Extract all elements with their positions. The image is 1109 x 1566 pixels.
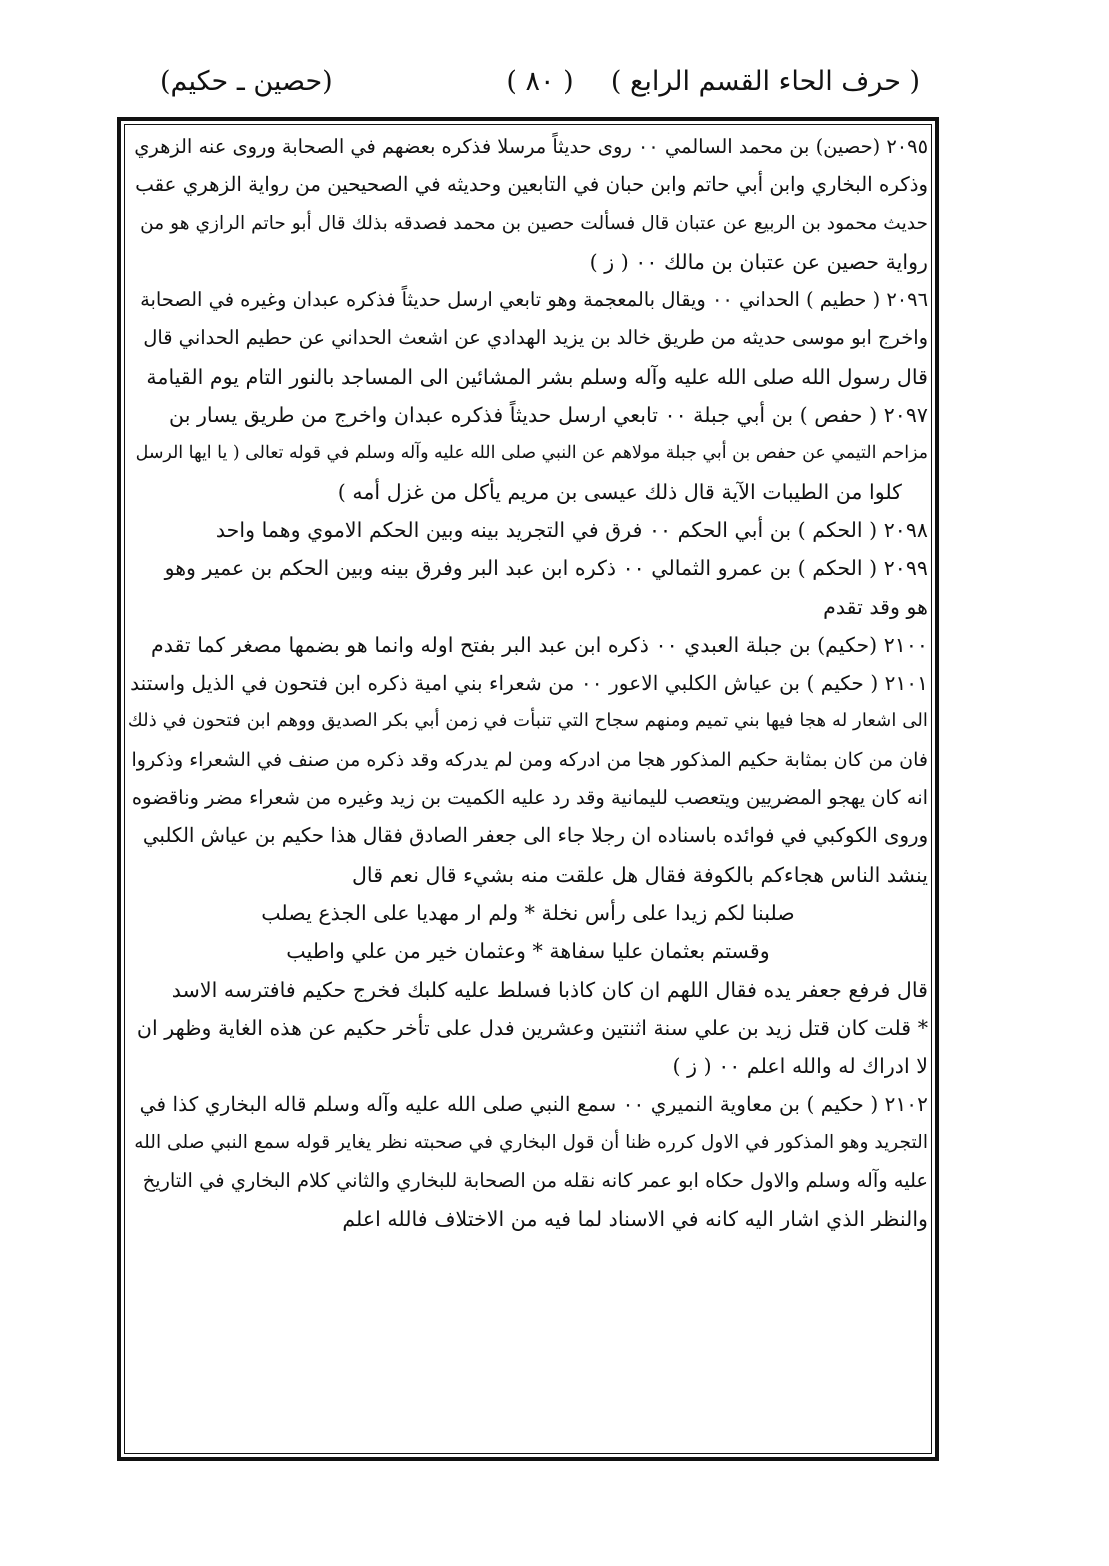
text-line: ٢٠٩٦ ( حطيم ) الحداني ٠٠ ويقال بالمعجمة وهو تابعي ارسل حديثاً فذكره عبدان وغيره في الصحابة	[140, 288, 928, 312]
header-section-title: ( حرف الحاء القسم الرابع )	[610, 66, 920, 97]
text-line: * قلت كان قتل زيد بن علي سنة اثنتين وعشرين فدل على تأخر حكيم عن هذه الغاية وظهر ان	[136, 1015, 928, 1040]
text-line: انه كان يهجو المضريين ويتعصب لليمانية وقد رد عليه الكميت بن زيد وغيره من شعراء مضر وناقضوه	[131, 786, 928, 810]
text-line: قال فرفع جعفر يده فقال اللهم ان كان كاذبا فسلط عليه كلبك فخرج حكيم فافترسه الاسد	[171, 977, 928, 1002]
text-line: الى اشعار له هجا فيها بني تميم ومنهم سجاح التي تنبأت في زمن أبي بكر الصديق ووهم ابن فتحون في ذلك	[128, 710, 928, 732]
text-line: والنظر الذي اشار اليه كانه في الاسناد لما فيه من الاختلاف فالله اعلم	[342, 1207, 928, 1232]
text-line: ٢٠٩٥ (حصين) بن محمد السالمي ٠٠ روى حديثاً مرسلا فذكره بعضهم في الصحابة وروى عنه الزهري	[134, 135, 928, 158]
text-line: ٢٠٩٩ ( الحكم ) بن عمرو الثمالي ٠٠ ذكره ابن عبد البر وفرق بينه وبين الحكم بن عمير وهو	[164, 556, 928, 581]
text-line: مزاحم التيمي عن حفص بن أبي جبلة مولاهم عن النبي صلى الله عليه وآله وسلم في قوله تعالى ( يا ايها الرسل	[135, 443, 928, 464]
text-line: رواية حصين عن عتبان بن مالك ٠٠ ( ز )	[589, 249, 928, 274]
text-line: فان من كان بمثابة حكيم المذكور هجا من ادركه ومن لم يدركه وقد ذكره من صنف في الشعراء وذكروا	[131, 748, 928, 771]
text-line: وروى الكوكبي في فوائده باسناده ان رجلا جاء الى جعفر الصادق فقال هذا حكيم بن عياش الكلبي	[142, 824, 928, 848]
text-line: التجريد وهو المذكور في الاول كرره ظنا أن قول البخاري في صحبته نظر يغاير قوله سمع النبي صلى الله	[134, 1131, 928, 1153]
text-line: ٢٠٩٧ ( حفص ) بن أبي جبلة ٠٠ تابعي ارسل حديثاً فذكره عبدان واخرج من طريق يسار بن	[169, 403, 928, 428]
poem-verse: صلبنا لكم زيدا على رأس نخلة * ولم ار مهديا على الجذع يصلب	[261, 900, 795, 925]
text-line: ينشد الناس هجاءكم بالكوفة فقال هل علقت منه بشيء قال نعم قال	[351, 862, 928, 887]
text-line: هو وقد تقدم	[823, 594, 928, 619]
text-line: ٢١٠٠ (حكيم) بن جبلة العبدي ٠٠ ذكره ابن عبد البر بفتح اوله وانما هو بضمها مصغر كما تقدم	[150, 632, 928, 657]
text-line: كلوا من الطيبات الآية قال ذلك عيسى بن مريم يأكل من غزل أمه )	[337, 479, 902, 504]
text-line: واخرج ابو موسى حديثه من طريق خالد بن يزيد الهدادي عن اشعث الحداني عن حطيم الحداني قال	[143, 326, 928, 350]
page-header	[160, 66, 920, 110]
text-line: حديث محمود بن الربيع عن عتبان قال فسألت حصين بن محمد فصدقه بذلك قال أبو حاتم الرازي هو من	[140, 212, 928, 234]
text-line: قال رسول الله صلى الله عليه وآله وسلم بشر المشائين الى المساجد بالنور التام يوم القيامة	[146, 364, 928, 389]
page-body	[128, 128, 928, 1239]
text-line: ٢١٠١ ( حكيم ) بن عياش الكلبي الاعور ٠٠ من شعراء بني امية ذكره ابن فتحون في الذيل واستند	[130, 671, 928, 696]
header-entry-range: (حصين ـ حكيم)	[160, 66, 333, 97]
text-line: لا ادراك له والله اعلم ٠٠ ( ز )	[672, 1054, 928, 1079]
page-number: ( ٨٠ )	[506, 66, 574, 97]
poem-verse: وقستم بعثمان عليا سفاهة * وعثمان خير من علي واطيب	[286, 939, 770, 964]
text-line: ٢١٠٢ ( حكيم ) بن معاوية النميري ٠٠ سمع النبي صلى الله عليه وآله وسلم قاله البخاري كذا في	[139, 1092, 928, 1117]
text-line: وذكره البخاري وابن أبي حاتم وابن حبان في التابعين وحديثه في الصحيحين من رواية الزهري عقب	[135, 173, 928, 197]
text-line: عليه وآله وسلم والاول حكاه ابو عمر كانه نقله من الصحابة للبخاري والثاني كلام البخاري في التاريخ	[142, 1169, 928, 1193]
text-line: ٢٠٩٨ ( الحكم ) بن أبي الحكم ٠٠ فرق في التجريد بينه وبين الحكم الاموي وهما واحد	[215, 517, 928, 542]
